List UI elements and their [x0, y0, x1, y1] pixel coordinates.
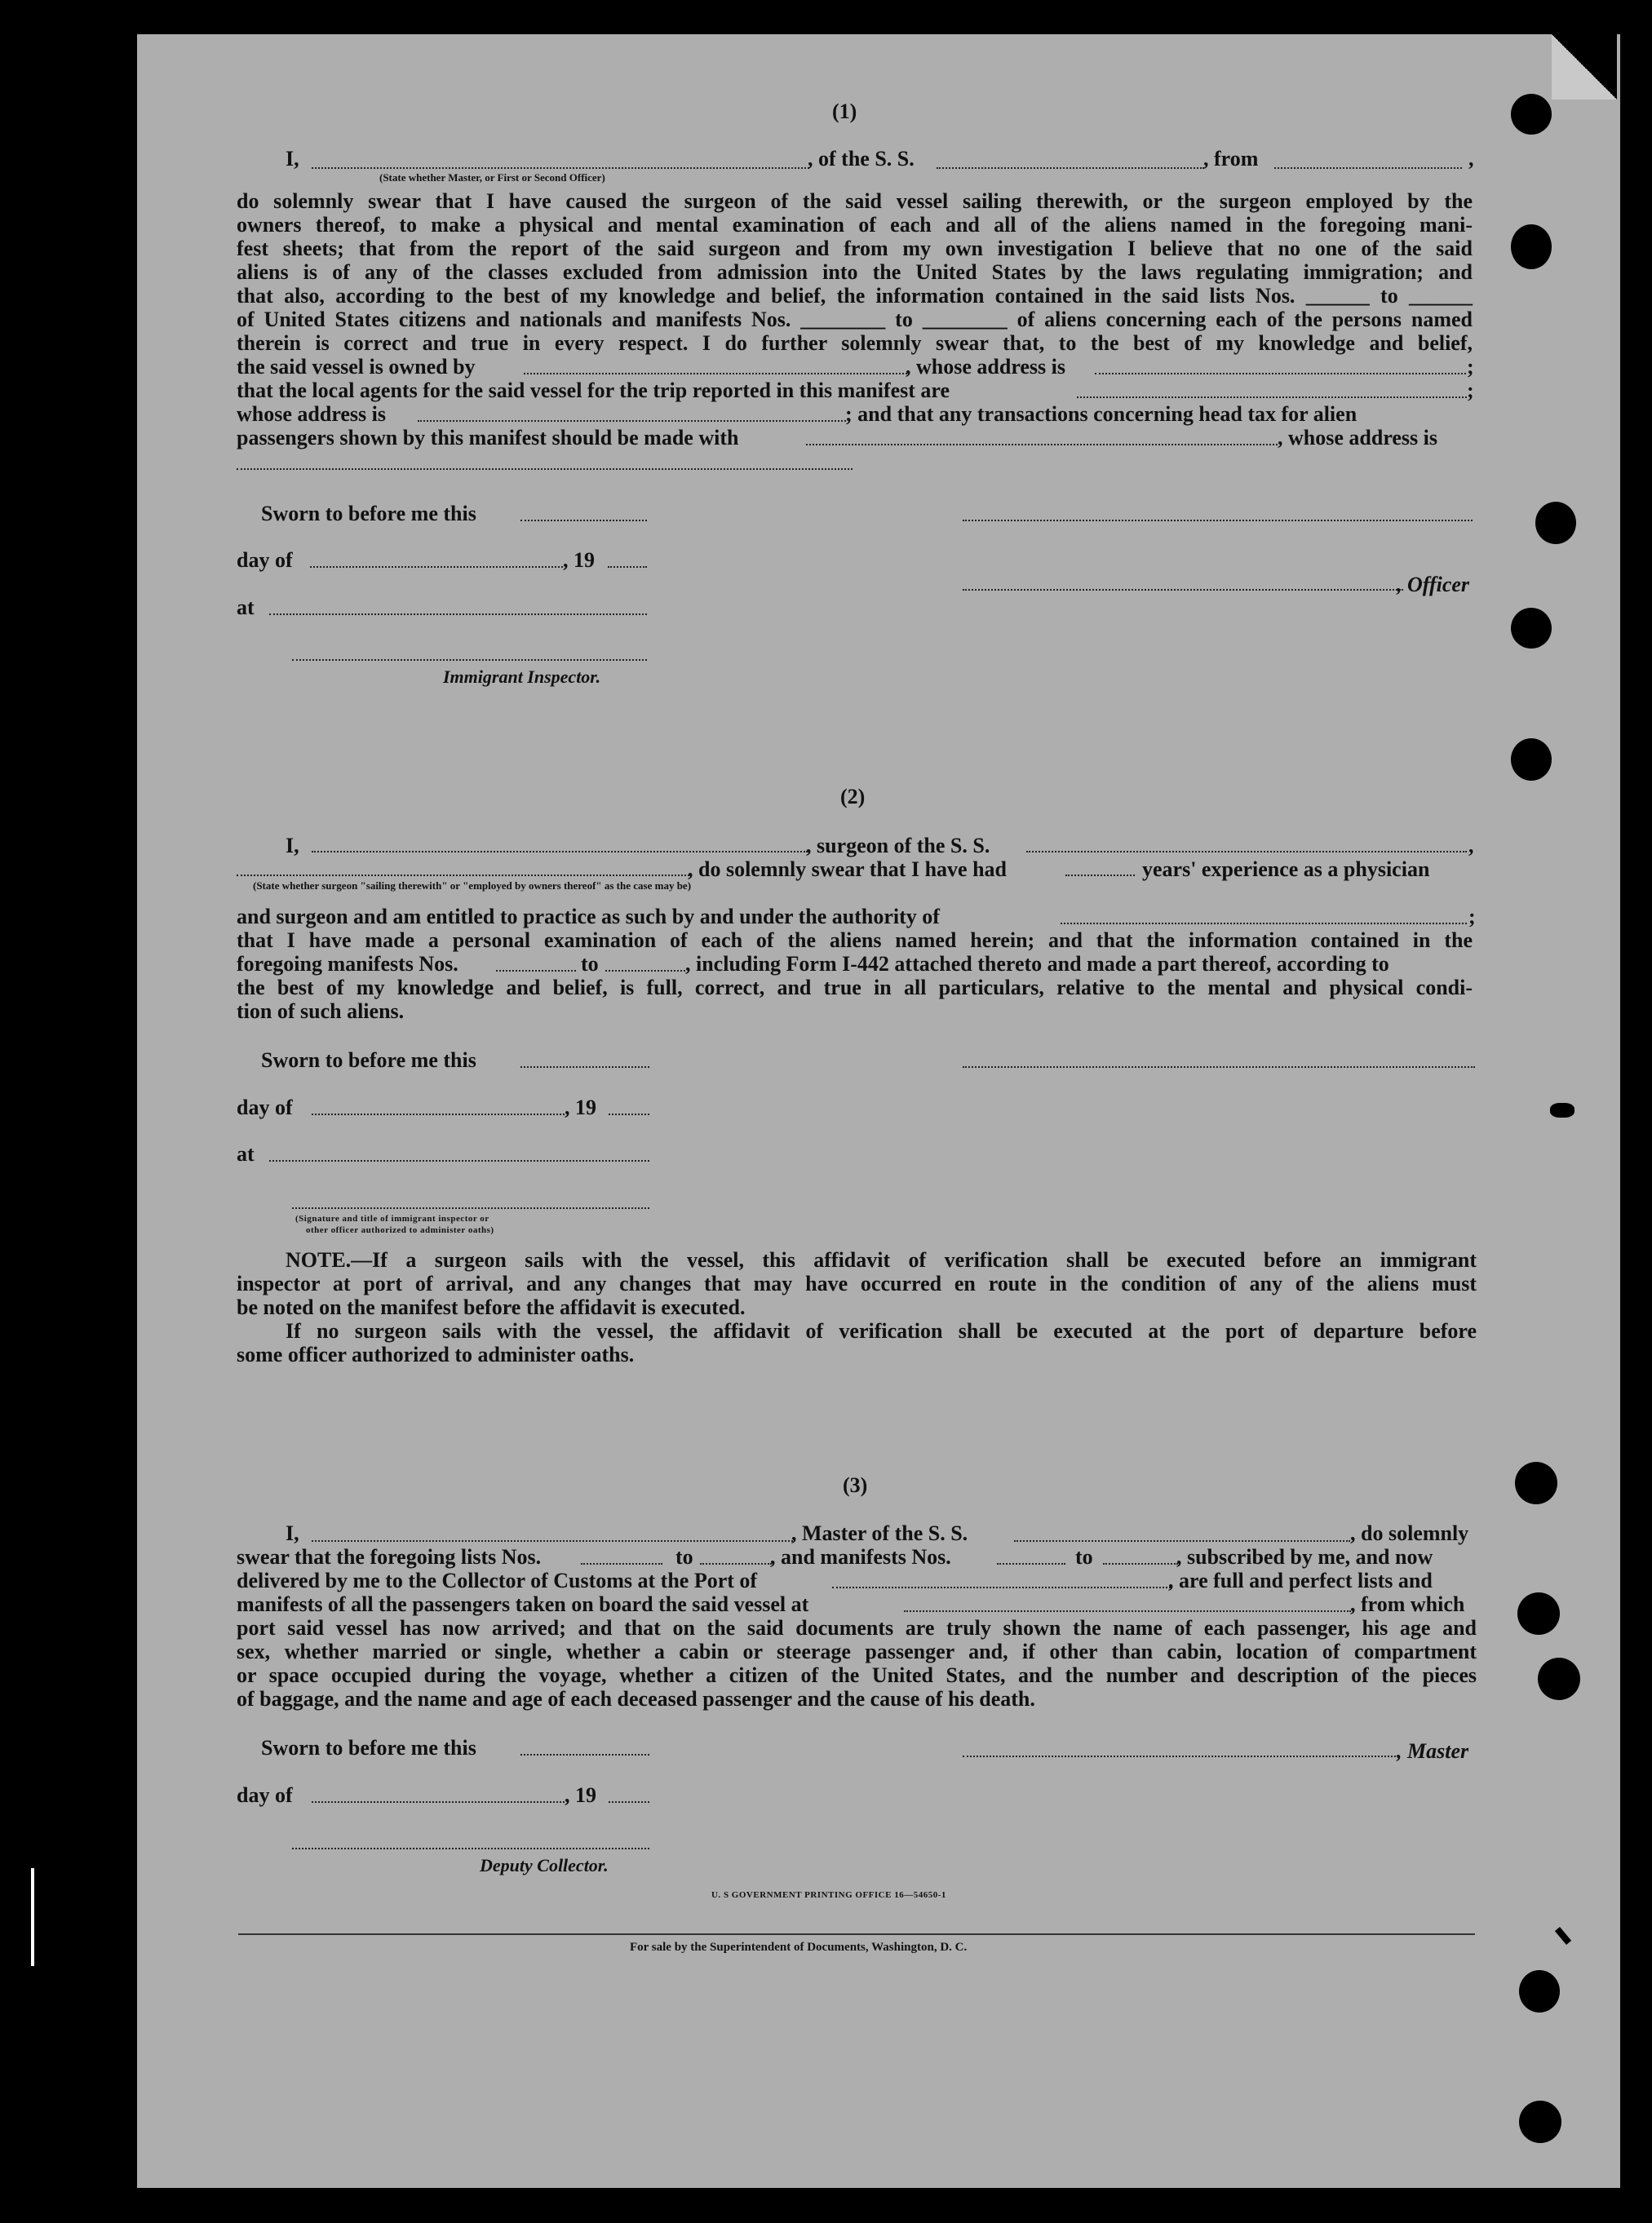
binder-hole — [1517, 1592, 1560, 1635]
s3-sworn-date-field[interactable] — [520, 1754, 649, 1756]
s3-lists-from-field[interactable] — [581, 1563, 662, 1565]
s1-officer-label: , Officer — [1397, 573, 1470, 596]
binder-hole — [1535, 502, 1576, 544]
s2-surgeon-signature-line[interactable] — [963, 1066, 1475, 1068]
s2-semicolon: ; — [1468, 905, 1476, 928]
s1-from-field[interactable] — [1274, 167, 1462, 169]
s1-officer-signature-line-1[interactable] — [963, 520, 1473, 521]
s3-para-line: port said vessel has now arrived; and that on the said documents are truly shown the name of each passenger, his age and — [237, 1616, 1477, 1640]
s1-agents-field[interactable] — [1077, 396, 1467, 398]
s1-sworn-date-field[interactable] — [520, 520, 647, 521]
s1-semicolon: ; — [1467, 379, 1474, 402]
s2-place-field[interactable] — [269, 1160, 649, 1162]
s1-day-of: day of — [237, 548, 293, 572]
s3-para-line: of baggage, and the name and age of each deceased passenger and the cause of his death. — [237, 1687, 1035, 1711]
s3-lists: swear that the foregoing lists Nos. — [237, 1545, 542, 1569]
s2-authority: and surgeon and am entitled to practice as such by and under the authority of — [237, 905, 940, 928]
s1-para-line: that also, according to the best of my knowledge and belief, the information contained in the said lists Nos. ______ to ______ — [237, 284, 1473, 308]
s2-sig-caption: other officer authorized to administer oaths) — [306, 1225, 494, 1235]
s2-note-line: inspector at port of arrival, and any changes that may have occurred en route in the condition of any of the aliens must — [237, 1272, 1477, 1295]
s3-para-line: or space occupied during the voyage, whether a citizen of the United States, and the number and description of the pieces — [237, 1663, 1477, 1687]
s3-year-field[interactable] — [609, 1801, 649, 1803]
binder-hole — [1515, 1462, 1557, 1504]
s2-i: I, — [286, 834, 299, 857]
s2-including: , including Form I-442 attached thereto and made a part thereof, according to — [685, 952, 1389, 976]
s1-agent-address: whose address is — [237, 402, 387, 426]
s2-years-field[interactable] — [1065, 875, 1135, 876]
s1-para-line: aliens is of any of the classes excluded from admission into the United States by the laws regulating immigration; and — [237, 260, 1473, 284]
s1-owner-field[interactable] — [524, 373, 907, 374]
s3-master-signature-line[interactable] — [963, 1756, 1399, 1757]
binder-hole — [1511, 608, 1552, 649]
s2-year-prefix: , 19 — [565, 1096, 596, 1119]
s2-years-experience: years' experience as a physician — [1142, 857, 1430, 881]
s2-at: at — [237, 1142, 255, 1166]
section-3-number: (3) — [843, 1473, 868, 1497]
s3-manifest-from-field[interactable] — [997, 1563, 1065, 1565]
s1-place-field[interactable] — [269, 613, 647, 615]
s1-semicolon: ; — [1467, 355, 1474, 379]
s2-comma: , — [1468, 834, 1474, 857]
s2-to: to — [581, 952, 599, 976]
s2-day-of: day of — [237, 1096, 293, 1119]
s3-from-which: , from which — [1350, 1592, 1465, 1616]
s1-officer-signature-line-2[interactable] — [963, 589, 1403, 591]
s3-master-label: , Master — [1397, 1739, 1469, 1763]
s1-para-line: do solemnly swear that I have caused the surgeon of the said vessel sailing therewith, or the surgeon employed by the — [237, 189, 1473, 213]
binder-hole — [1538, 1658, 1580, 1700]
s3-manifest-to-field[interactable] — [1103, 1563, 1178, 1565]
s2-sig-caption: (Signature and title of immigrant inspector or — [295, 1214, 489, 1224]
section-2-number: (2) — [840, 785, 866, 808]
s2-sworn-date-field[interactable] — [520, 1066, 649, 1068]
s1-i: I, — [286, 147, 299, 170]
binder-hole — [1511, 94, 1552, 135]
binder-hole — [1519, 2101, 1561, 2143]
s3-i: I, — [286, 1521, 299, 1545]
s1-from: , from — [1203, 147, 1259, 170]
s2-note-line: NOTE.—If a surgeon sails with the vessel, this affidavit of verification shall be executed before an immigrant — [286, 1248, 1477, 1272]
s1-para-line: of United States citizens and nationals and manifests Nos. ________ to ________ of aliens concerning each of the persons named — [237, 308, 1473, 331]
s3-subscribed: , subscribed by me, and now — [1176, 1545, 1433, 1569]
s1-sworn: Sworn to before me this — [261, 502, 476, 525]
s1-caption: (State whether Master, or First or Second Officer) — [379, 171, 605, 184]
s3-collector-label: Deputy Collector. — [480, 1855, 609, 1875]
s2-para-line: the best of my knowledge and belief, is full, correct, and true in all particulars, relative to the mental and physical condi- — [237, 976, 1473, 999]
s3-port-field[interactable] — [832, 1587, 1171, 1588]
footer-rule — [238, 1933, 1475, 1935]
s1-inspector-label: Immigrant Inspector. — [443, 666, 601, 687]
s3-delivered: delivered by me to the Collector of Customs at the Port of — [237, 1569, 758, 1592]
gpo-imprint: U. S GOVERNMENT PRINTING OFFICE 16—54650-1 — [711, 1890, 946, 1900]
s1-head-tax: ; and that any transactions concerning head tax for alien — [845, 402, 1357, 426]
s3-year-prefix: , 19 — [565, 1783, 596, 1807]
s2-manifest-from-field[interactable] — [496, 970, 576, 972]
s2-surgeon-name-field[interactable] — [312, 851, 808, 852]
s2-manifest-to-field[interactable] — [605, 970, 685, 972]
ink-mark — [1550, 1103, 1574, 1118]
edge-mark — [31, 1868, 34, 1966]
s3-and-manifests: , and manifests Nos. — [770, 1545, 951, 1569]
s1-day-field[interactable] — [310, 566, 563, 568]
s3-to: to — [675, 1545, 693, 1569]
s3-vessel-field[interactable] — [1014, 1540, 1350, 1542]
s2-caption: (State whether surgeon "sailing therewith" or "employed by owners thereof" as the case may be) — [253, 879, 692, 892]
section-1-number: (1) — [832, 100, 857, 123]
s1-comma: , — [1468, 147, 1474, 170]
s1-whose-address: , whose address is — [906, 355, 1066, 379]
s3-sworn: Sworn to before me this — [261, 1736, 476, 1760]
s1-of-ss: , of the S. S. — [808, 147, 915, 170]
folded-corner — [1552, 34, 1617, 100]
s2-status-field[interactable] — [237, 875, 689, 876]
s2-surgeon-of-ss: , surgeon of the S. S. — [806, 834, 990, 857]
s1-at: at — [237, 596, 255, 619]
s3-day-field[interactable] — [312, 1801, 565, 1803]
s3-manifests-all: manifests of all the passengers taken on board the said vessel at — [237, 1592, 809, 1616]
s2-manifests: foregoing manifests Nos. — [237, 952, 458, 976]
s1-para-line: fest sheets; that from the report of the said surgeon and from my own investigation I believe that no one of the said — [237, 237, 1473, 260]
s2-swear: , do solemnly swear that I have had — [688, 857, 1008, 881]
s2-day-field[interactable] — [312, 1114, 565, 1115]
s2-vessel-field[interactable] — [1026, 851, 1467, 852]
s1-head-tax-address: , whose address is — [1278, 426, 1438, 449]
s2-inspector-signature-line[interactable] — [292, 1207, 649, 1209]
s2-sworn: Sworn to before me this — [261, 1048, 476, 1072]
s1-year-field[interactable] — [608, 566, 647, 568]
s2-note-line: If no surgeon sails with the vessel, the affidavit of verification shall be executed at the port of departure before — [286, 1319, 1477, 1343]
s1-agent-address-field[interactable] — [418, 420, 846, 422]
s2-note-line: some officer authorized to administer oaths. — [237, 1343, 635, 1366]
s1-local-agents: that the local agents for the said vessel for the trip reported in this manifest are — [237, 379, 950, 402]
s3-master-of-ss: , Master of the S. S. — [791, 1521, 968, 1545]
binder-hole — [1511, 224, 1552, 269]
s2-note-line: be noted on the manifest before the affidavit is executed. — [237, 1295, 746, 1319]
binder-hole — [1519, 1970, 1560, 2013]
s1-head-tax-field[interactable] — [806, 444, 1278, 445]
s1-owned-by: the said vessel is owned by — [237, 355, 476, 379]
sale-notice: For sale by the Superintendent of Documents, Washington, D. C. — [630, 1941, 968, 1954]
s2-authority-field[interactable] — [1061, 923, 1467, 924]
s3-lists-to-field[interactable] — [700, 1563, 772, 1565]
s3-departure-port-field[interactable] — [904, 1610, 1351, 1612]
s1-year-prefix: , 19 — [563, 548, 595, 572]
s2-para-line: that I have made a personal examination of each of the aliens named herein; and that the information contained in the — [237, 928, 1473, 952]
s3-master-name-field[interactable] — [312, 1540, 793, 1542]
s1-officer-field[interactable] — [312, 167, 809, 169]
s1-head-tax-with: passengers shown by this manifest should be made with — [237, 426, 739, 449]
s1-owner-address-field[interactable] — [1095, 373, 1466, 374]
s3-day-of: day of — [237, 1783, 293, 1807]
s1-para-line: owners thereof, to make a physical and mental examination of each and all of the aliens named in the foregoing mani- — [237, 213, 1473, 237]
s3-full-lists: , are full and perfect lists and — [1168, 1569, 1433, 1592]
s2-year-field[interactable] — [609, 1114, 649, 1115]
s1-para-line: therein is correct and true in every respect. I do further solemnly swear that, to the best of my knowledge and belief, — [237, 331, 1473, 355]
binder-hole — [1511, 738, 1552, 781]
s1-head-tax-address-field[interactable] — [237, 468, 853, 470]
s3-do-solemnly: , do solemnly — [1350, 1521, 1469, 1545]
s1-inspector-signature-line[interactable] — [292, 659, 647, 661]
s2-para-line: tion of such aliens. — [237, 999, 405, 1023]
s3-para-line: sex, whether married or single, whether a cabin or steerage passenger and, if other than cabin, location of compartment — [237, 1640, 1477, 1663]
s3-to: to — [1075, 1545, 1093, 1569]
s3-collector-signature-line[interactable] — [292, 1848, 649, 1849]
s1-vessel-field[interactable] — [937, 167, 1204, 169]
